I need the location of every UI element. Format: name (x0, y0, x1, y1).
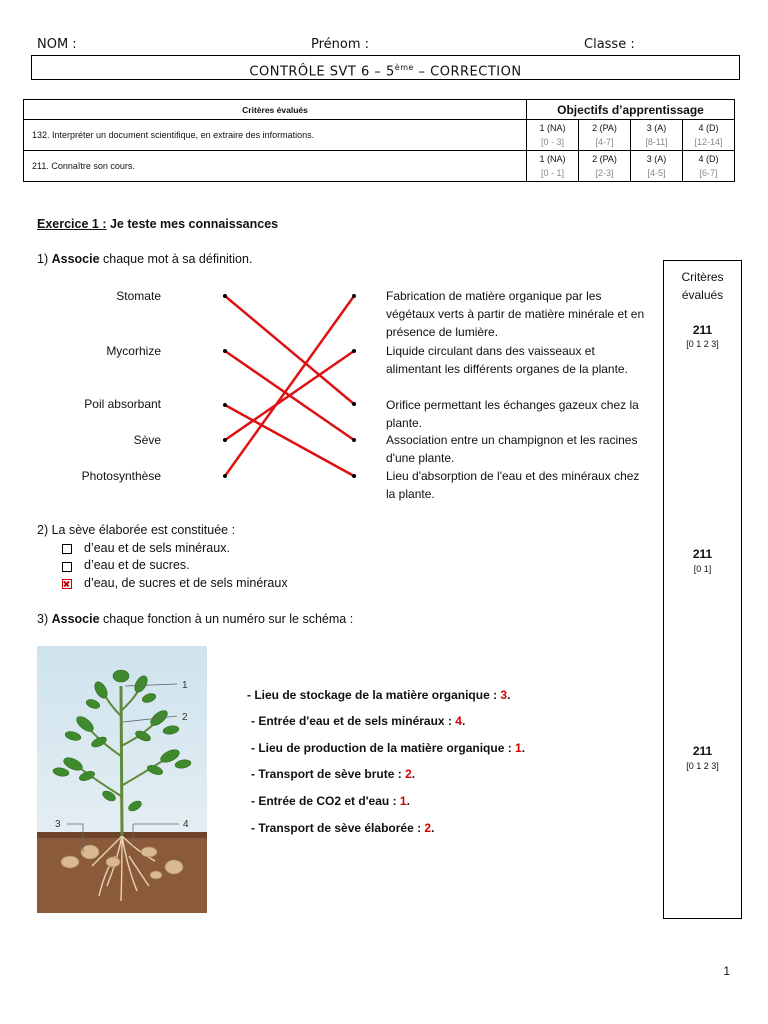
level-cell: 1 (NA) [0 - 1] (527, 151, 579, 182)
match-line (225, 296, 354, 476)
criteria-row-label: 132. Interpréter un document scientifique, en extraire des informations. (24, 120, 527, 151)
match-line (225, 405, 354, 476)
definition-item: Liquide circulant dans des vaisseaux et alimentant les différents organes de la plante. (386, 344, 628, 376)
criteria-scale: [0 1] (693, 564, 712, 574)
option-label: d’eau et de sels minéraux. (84, 541, 230, 555)
answer-line: - Transport de sève élaborée : 2. (251, 821, 435, 835)
diagram-label-2: 2 (182, 712, 188, 723)
definition-item: Orifice permettant les échanges gazeux chez la plante. (386, 398, 639, 430)
match-dot (223, 403, 227, 407)
side-header-line1: Critères (681, 270, 724, 284)
option-label: d’eau et de sucres. (84, 558, 190, 572)
word-item: Photosynthèse (81, 469, 161, 483)
title-main: CONTRÔLE SVT 6 – 5 (249, 64, 395, 80)
exercise-label: Exercice 1 : (37, 217, 107, 231)
definition-item: Lieu d'absorption de l'eau et des minéraux chez la plante. (386, 469, 640, 501)
criteria-header: Critères évalués (24, 100, 527, 120)
question-2: 2) La sève élaborée est constituée : (37, 523, 236, 537)
answer-line: - Lieu de production de la matière organique : 1. (251, 741, 526, 755)
criteria-scale: [0 1 2 3] (686, 761, 719, 771)
answer-line: - Transport de sève brute : 2. (251, 767, 416, 781)
criteria-code: 211 (692, 323, 713, 337)
option-checkbox[interactable] (62, 562, 72, 572)
match-dot (352, 402, 356, 406)
answer-line: - Lieu de stockage de la matière organique : 3. (247, 688, 511, 702)
diagram-label-1: 1 (182, 680, 188, 691)
objectives-header: Objectifs d’apprentissage (527, 100, 735, 120)
match-dot (352, 294, 356, 298)
question-3: 3) Associe chaque fonction à un numéro sur le schéma : (37, 612, 354, 626)
criteria-code: 211 (692, 744, 713, 758)
answer-line: - Entrée de CO2 et d'eau : 1. (251, 794, 410, 808)
option-label: d’eau, de sucres et de sels minéraux (84, 576, 288, 590)
level-cell: 3 (A) [8-11] (631, 120, 683, 151)
side-header-line2: évalués (681, 288, 724, 302)
criteria-code: 211 (692, 547, 713, 561)
level-cell: 4 (D) [6-7] (683, 151, 735, 182)
match-dot (223, 294, 227, 298)
word-item: Stomate (116, 289, 161, 303)
option-checkbox[interactable] (62, 544, 72, 554)
match-dot (352, 474, 356, 478)
prenom-label: Prénom : (311, 37, 370, 52)
option-checkbox-checked[interactable] (62, 579, 72, 589)
diagram-label-3: 3 (55, 819, 61, 830)
definition-item: Association entre un champignon et les racines d'une plante. (386, 433, 638, 465)
nom-label: NOM : (37, 37, 77, 52)
answer-line: - Entrée d'eau et de sels minéraux : 4. (251, 714, 466, 728)
title-end: – CORRECTION (413, 64, 522, 80)
word-item: Mycorhize (106, 344, 161, 358)
match-dot (223, 438, 227, 442)
exercise-title-text: Je teste mes connaissances (106, 217, 279, 231)
diagram-label-4: 4 (183, 819, 189, 830)
title-superscript: ème (394, 63, 414, 72)
match-dot (223, 474, 227, 478)
plant-diagram (37, 646, 207, 913)
page-number: 1 (723, 964, 730, 978)
stem (121, 686, 122, 836)
criteria-scale: [0 1 2 3] (686, 339, 719, 349)
level-cell: 2 (PA) [2-3] (579, 151, 631, 182)
match-dot (352, 438, 356, 442)
criteria-side-panel (663, 260, 742, 919)
level-cell: 4 (D) [12-14] (683, 120, 735, 151)
question-1: 1) Associe chaque mot à sa définition. (37, 252, 253, 266)
word-item: Sève (133, 433, 161, 447)
match-dot (352, 349, 356, 353)
criteria-row-label: 211. Connaître son cours. (24, 151, 527, 182)
match-dot (223, 349, 227, 353)
level-cell: 2 (PA) [4-7] (579, 120, 631, 151)
word-item: Poil absorbant (84, 397, 161, 411)
level-cell: 3 (A) [4-5] (631, 151, 683, 182)
classe-label: Classe : (584, 37, 635, 52)
level-cell: 1 (NA) [0 - 3] (527, 120, 579, 151)
definition-item: Fabrication de matière organique par les végétaux verts à partir de matière minérale et en présence de lumière. (386, 289, 645, 339)
